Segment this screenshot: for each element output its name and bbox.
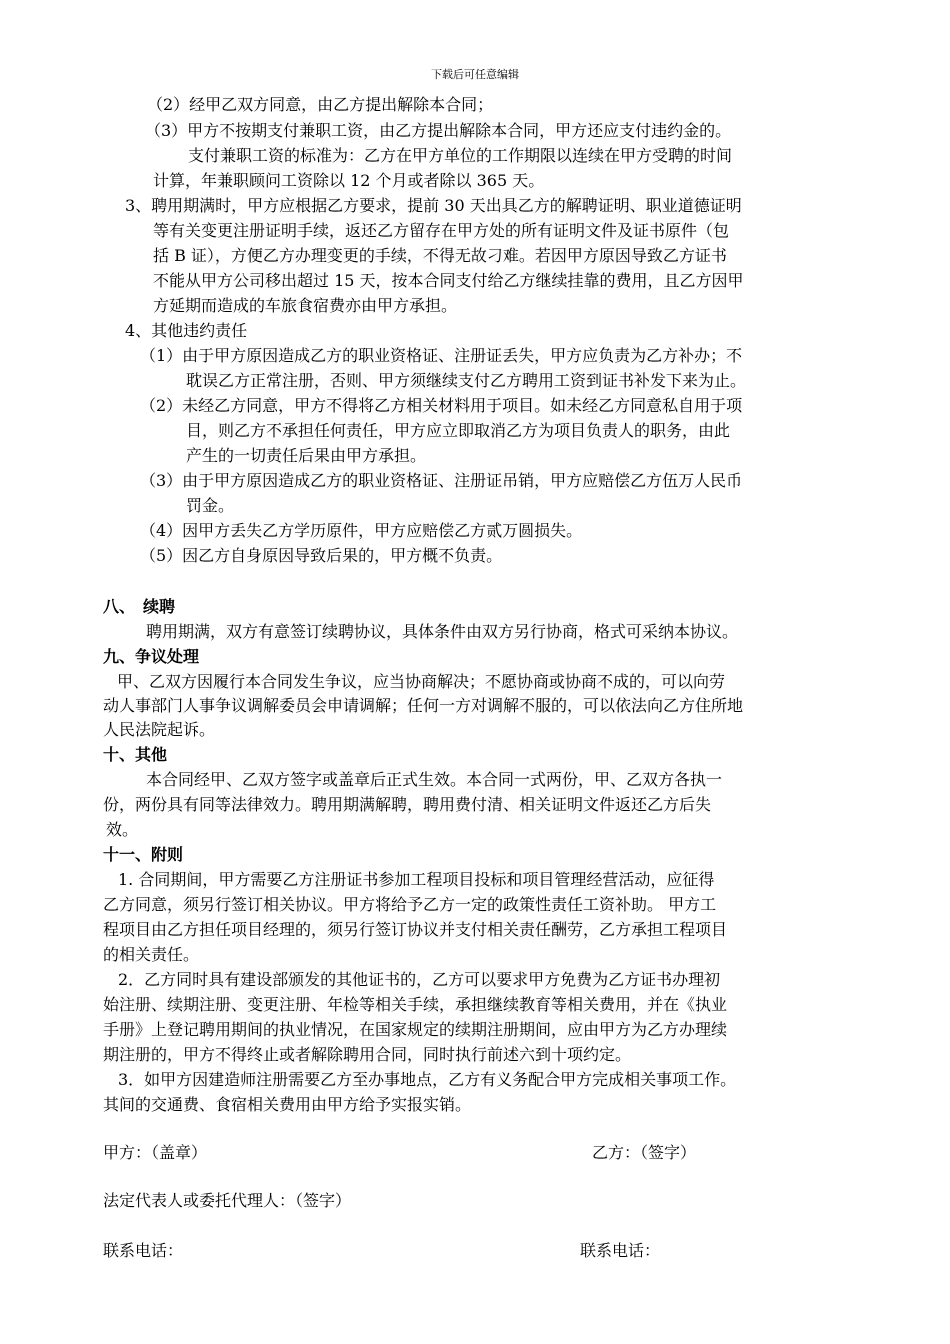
- text-line: 不能从甲方公司移出超过 15 天，按本合同支付给乙方继续挂靠的费用，且乙方因甲: [153, 271, 744, 290]
- text-line: 始注册、续期注册、变更注册、年检等相关手续，承担继续教育等相关费用，并在《执业: [103, 995, 728, 1014]
- clause-7-2-3: （3）甲方不按期支付兼职工资，由乙方提出解除本合同，甲方还应支付违约金的。: [145, 121, 732, 140]
- text-line: 括 B 证），方便乙方办理变更的手续，不得无故刁难。若因甲方原因导致乙方证书: [153, 246, 727, 265]
- text-line: 效。: [106, 820, 139, 839]
- clause-7-3: 3、聘用期满时，甲方应根据乙方要求，提前 30 天出具乙方的解聘证明、职业道德证明: [125, 196, 742, 215]
- page-header: 下载后可任意编辑: [431, 68, 519, 81]
- text-line: 的相关责任。: [103, 945, 200, 964]
- party-a-phone: 联系电话：: [103, 1241, 184, 1260]
- clause-7-4-5: （5）因乙方自身原因导致后果的，甲方概不负责。: [140, 546, 503, 565]
- text-line: 程项目由乙方担任项目经理的，须另行签订协议并支付相关责任酬劳，乙方承担工程项目: [103, 920, 728, 939]
- clause-7-4: 4、其他违约责任: [125, 321, 248, 340]
- text-line: 其间的交通费、食宿相关费用由甲方给予实报实销。: [103, 1095, 472, 1114]
- text-line: 乙方同意，须另行签订相关协议。甲方将给予乙方一定的政策性责任工资补助。 甲方工: [103, 895, 717, 914]
- text-line: 耽误乙方正常注册，否则、甲方须继续支付乙方聘用工资到证书补发下来为止。: [186, 371, 747, 390]
- text-line: 手册》上登记聘用期间的执业情况，在国家规定的续期注册期间，应由甲方为乙方办理续: [103, 1020, 728, 1039]
- text-line: 聘用期满，双方有意签订续聘协议，具体条件由双方另行协商，格式可采纳本协议。: [146, 622, 739, 641]
- text-line: 方延期而造成的车旅食宿费亦由甲方承担。: [153, 296, 458, 315]
- section-heading-10: 十、其他: [103, 745, 168, 764]
- text-line: 动人事部门人事争议调解委员会申请调解；任何一方对调解不服的，可以依法向乙方住所地: [103, 696, 744, 715]
- text-line: 罚金。: [186, 496, 235, 515]
- clause-7-4-2: （2）未经乙方同意，甲方不得将乙方相关材料用于项目。如未经乙方同意私自用于项: [140, 396, 743, 415]
- section-heading-9: 九、争议处理: [103, 647, 200, 666]
- section-heading-8: 八、 续聘: [103, 597, 176, 616]
- text-line: 支付兼职工资的标准为：乙方在甲方单位的工作期限以连续在甲方受聘的时间: [188, 146, 733, 165]
- text-line: 计算，年兼职顾问工资除以 12 个月或者除以 365 天。: [153, 171, 545, 190]
- text-line: 期注册的，甲方不得终止或者解除聘用合同，同时执行前述六到十项约定。: [103, 1045, 632, 1064]
- representative-signature: 法定代表人或委托代理人：（签字）: [103, 1191, 352, 1210]
- text-line: 甲、乙双方因履行本合同发生争议，应当协商解决；不愿协商或协商不成的，可以向劳: [117, 672, 726, 691]
- clause-7-4-1: （1）由于甲方原因造成乙方的职业资格证、注册证丢失，甲方应负责为乙方补办；不: [140, 346, 743, 365]
- party-b-signature: 乙方：（签字）: [592, 1143, 697, 1162]
- party-b-phone: 联系电话：: [580, 1241, 661, 1260]
- text-line: 份，两份具有同等法律效力。聘用期满解聘，聘用费付清、相关证明文件返还乙方后失: [103, 795, 712, 814]
- clause-11-1: 1. 合同期间，甲方需要乙方注册证书参加工程项目投标和项目管理经营活动，应征得: [118, 870, 715, 889]
- clause-7-4-4: （4）因甲方丢失乙方学历原件，甲方应赔偿乙方贰万圆损失。: [140, 521, 583, 540]
- text-line: 产生的一切责任后果由甲方承担。: [186, 446, 427, 465]
- clause-7-4-3: （3）由于甲方原因造成乙方的职业资格证、注册证吊销，甲方应赔偿乙方伍万人民币: [140, 471, 743, 490]
- section-heading-11: 十一、附则: [103, 845, 184, 864]
- clause-11-2: 2．乙方同时具有建设部颁发的其他证书的，乙方可以要求甲方免费为乙方证书办理初: [118, 970, 721, 989]
- clause-11-3: 3．如甲方因建造师注册需要乙方至办事地点，乙方有义务配合甲方完成相关事项工作。: [118, 1070, 737, 1089]
- party-a-seal: 甲方：（盖章）: [103, 1143, 208, 1162]
- text-line: 本合同经甲、乙双方签字或盖章后正式生效。本合同一式两份，甲、乙双方各执一: [146, 770, 723, 789]
- text-line: 人民法院起诉。: [103, 720, 216, 739]
- text-line: 目，则乙方不承担任何责任，甲方应立即取消乙方为项目负责人的职务，由此: [186, 421, 731, 440]
- text-line: 等有关变更注册证明手续，返还乙方留存在甲方处的所有证明文件及证书原件（包: [153, 221, 730, 240]
- clause-7-2-2: （2）经甲乙双方同意，由乙方提出解除本合同；: [147, 95, 494, 114]
